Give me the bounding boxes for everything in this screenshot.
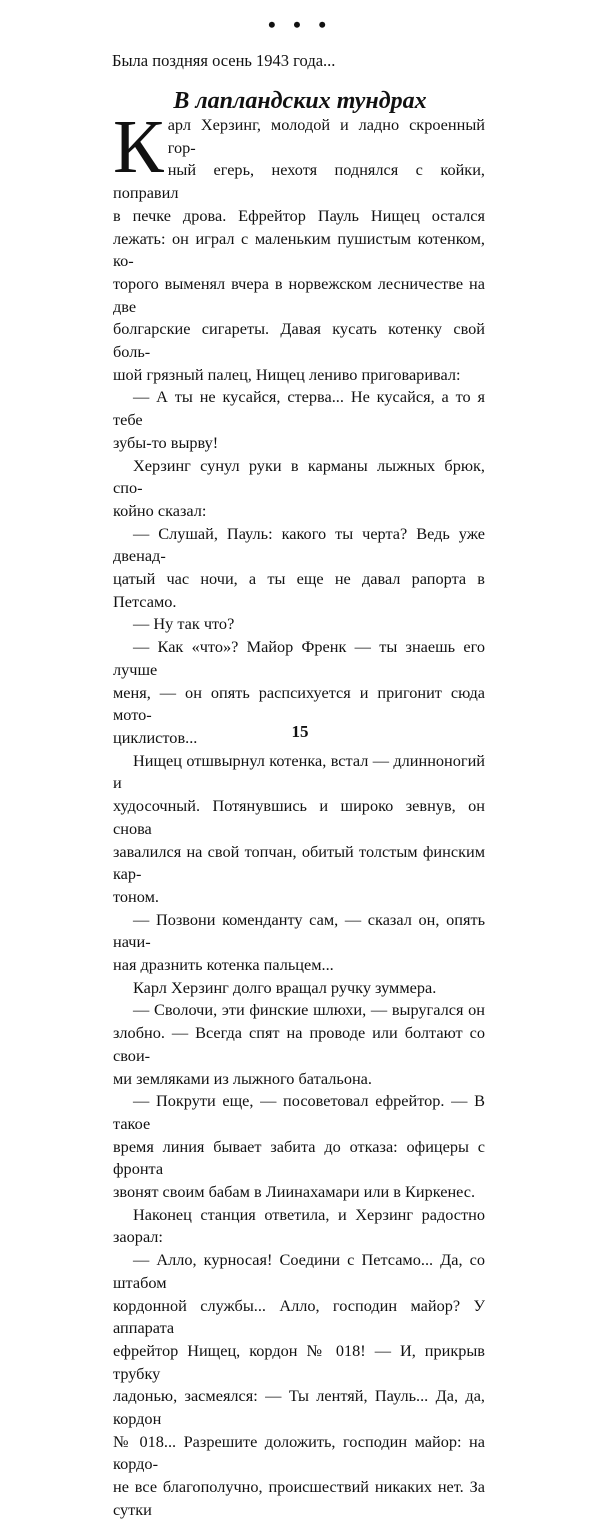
text-line: тоном. xyxy=(113,886,159,906)
text-line: Наконец станция ответила, и Херзинг радостно заорал: xyxy=(113,1204,485,1247)
text-line: завалился на свой топчан, обитый толстым финским кар- xyxy=(113,841,485,884)
intro-line: Была поздняя осень 1943 года... xyxy=(112,51,336,70)
section-ornament: • • • xyxy=(267,12,333,37)
text-line: — Слушай, Пауль: какого ты черта? Ведь уже двенад- xyxy=(113,523,485,566)
text-line: — Позвони коменданту сам, — сказал он, опять начи- xyxy=(113,909,485,952)
text-line: — Алло, курносая! Соедини с Петсамо... Да, со штабом xyxy=(113,1250,485,1292)
text-line: ладонью, засмеялся: — Ты лентяй, Пауль... Да, да, кордон xyxy=(113,1386,485,1429)
text-line: шой грязный палец, Нищец лениво приговаривал: xyxy=(113,364,461,384)
body-text xyxy=(113,105,485,1522)
text-line: — Как «что»? Майор Френк — ты знаешь его лучше xyxy=(113,637,485,679)
text-line: ми земляками из лыжного батальона. xyxy=(113,1068,372,1088)
text-line: звонят своим бабам в Лиинахамари или в Киркенес. xyxy=(113,1182,476,1202)
text-line: циклистов... xyxy=(113,727,198,747)
text-line: зубы-то вырву! xyxy=(113,432,219,452)
text-line: — А ты не кусайся, стерва... Не кусайся, а то я тебе xyxy=(113,387,485,430)
text-line: арл Херзинг, молодой и ладно скроенный гор- xyxy=(167,115,485,157)
text-line: худосочный. Потянувшись и широко зевнув, он снова xyxy=(113,796,485,838)
text-line: ная дразнить котенка пальцем... xyxy=(113,955,334,975)
text-line: лежать: он играл с маленьким пушистым котенком, ко- xyxy=(113,228,485,271)
text-line: цатый час ночи, а ты еще не давал рапорта в Петсамо. xyxy=(113,569,485,611)
text-line: — Сволочи, эти финские шлюхи, — выругался он xyxy=(133,1000,485,1020)
text-line: время линия бывает забита до отказа: офицеры с фронта xyxy=(113,1136,485,1179)
text-line: меня, — он опять распсихуется и пригонит сюда мото- xyxy=(113,682,485,725)
text-line: — Покрути еще, — посоветовал ефрейтор. — В такое xyxy=(113,1091,485,1133)
page-number: 15 xyxy=(291,722,309,741)
chapter-title: В лапландских тундрах xyxy=(173,88,427,114)
text-line: — Ну так что? xyxy=(133,614,235,634)
text-line: ефрейтор Нищец, кордон № 018! — И, прикрыв трубку xyxy=(113,1340,485,1383)
text-line: Нищец отшвырнул котенка, встал — длинноногий и xyxy=(113,750,485,793)
text-line: койно сказал: xyxy=(113,500,207,520)
text-line: № 018... Разрешите доложить, господин майор: на кордо- xyxy=(113,1431,485,1474)
text-line: торого выменял вчера в норвежском лесничестве на две xyxy=(113,273,485,316)
text-line: Херзинг сунул руки в карманы лыжных брюк, спо- xyxy=(113,455,485,498)
text-line: Карл Херзинг долго вращал ручку зуммера. xyxy=(133,977,437,997)
text-line: злобно. — Всегда спят на проводе или болтают со свои- xyxy=(113,1023,485,1065)
text-line: кордонной службы... Алло, господин майор? У аппарата xyxy=(113,1295,485,1338)
text-line: в печке дрова. Ефрейтор Пауль Нищец остался xyxy=(113,205,485,225)
text-line: ный егерь, нехотя поднялся с койки, поправил xyxy=(113,160,485,203)
text-line: болгарские сигареты. Давая кусать котенку свой боль- xyxy=(113,319,485,362)
drop-cap: К xyxy=(113,105,164,189)
text-line: не все благополучно, происшествий никаких нет. За сутки xyxy=(113,1477,485,1519)
